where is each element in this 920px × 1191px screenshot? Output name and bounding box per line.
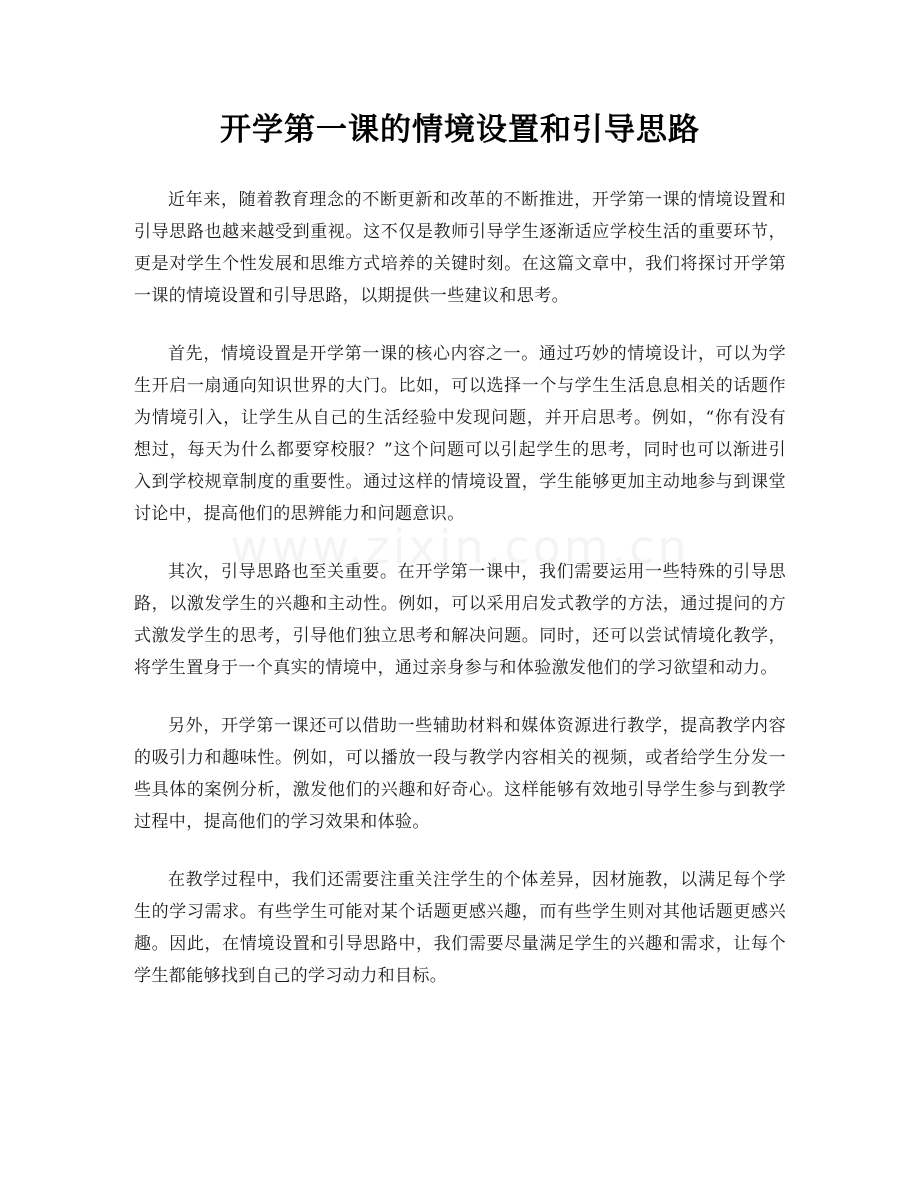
paragraph-5: 在教学过程中，我们还需要注重关注学生的个体差异，因材施教，以满足每个学生的学习需求。有些学生可能对某个话题更感兴趣，而有些学生则对其他话题更感兴趣。因此，在情境设置和引导思路中，我们需要尽量满足学生的兴趣和需求，让每个学生都能够找到自己的学习动力和目标。 [134, 870, 786, 986]
paragraph-2: 首先，情境设置是开学第一课的核心内容之一。通过巧妙的情境设计，可以为学生开启一扇通向知识世界的大门。比如，可以选择一个与学生生活息息相关的话题作为情境引入，让学生从自己的生活经验中发现问题，并开启思考。例如，“你有没有想过，每天为什么都要穿校服？”这个问题可以引起学生的思考，同时也可以渐进引入到学校规章制度的重要性。通过这样的情境设置，学生能够更加主动地参与到课堂讨论中，提高他们的思辨能力和问题意识。 [134, 344, 786, 524]
paragraph-4: 另外，开学第一课还可以借助一些辅助材料和媒体资源进行教学，提高教学内容的吸引力和趣味性。例如，可以播放一段与教学内容相关的视频，或者给学生分发一些具体的案例分析，激发他们的兴趣和好奇心。这样能够有效地引导学生参与到教学过程中，提高他们的学习效果和体验。 [134, 716, 786, 832]
document-body [134, 184, 786, 1018]
document-title: 开学第一课的情境设置和引导思路 [220, 112, 700, 148]
paragraph-3: 其次，引导思路也至关重要。在开学第一课中，我们需要运用一些特殊的引导思路，以激发学生的兴趣和主动性。例如，可以采用启发式教学的方法，通过提问的方式激发学生的思考，引导他们独立思考和解决问题。同时，还可以尝试情境化教学，将学生置身于一个真实的情境中，通过亲身参与和体验激发他们的学习欲望和动力。 [134, 562, 786, 678]
paragraph-1: 近年来，随着教育理念的不断更新和改革的不断推进，开学第一课的情境设置和引导思路也越来越受到重视。这不仅是教师引导学生逐渐适应学校生活的重要环节，更是对学生个性发展和思维方式培养的关键时刻。在这篇文章中，我们将探讨开学第一课的情境设置和引导思路，以期提供一些建议和思考。 [134, 190, 786, 306]
